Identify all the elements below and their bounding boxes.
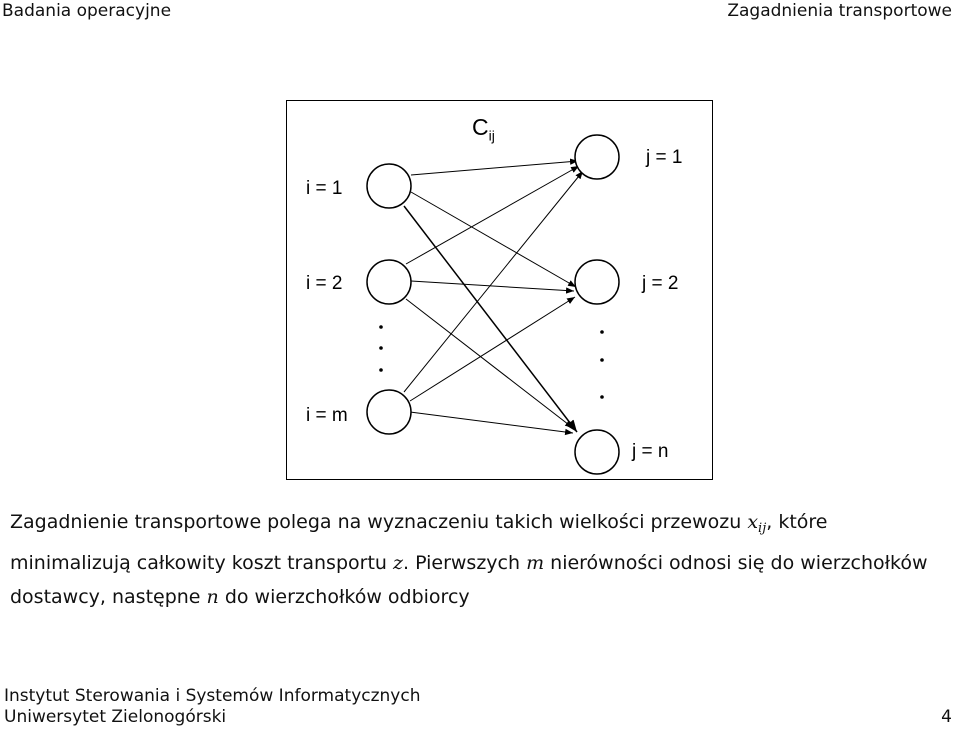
supply-node-1 bbox=[367, 164, 411, 208]
header-section-title: Zagadnienia transportowe bbox=[727, 1, 952, 21]
demand-ellipsis-dot bbox=[600, 395, 604, 399]
supply-label-m: i = m bbox=[306, 405, 348, 426]
demand-ellipsis-dot bbox=[600, 358, 604, 362]
demand-label-n: j = n bbox=[632, 441, 669, 462]
footer-institute: Instytut Sterowania i Systemów Informatycznych bbox=[4, 686, 421, 706]
demand-ellipsis-dot bbox=[600, 330, 604, 334]
edge-1-n bbox=[404, 206, 577, 432]
edge-m-2 bbox=[410, 297, 575, 401]
edge-m-n bbox=[410, 412, 573, 433]
edge-m-1 bbox=[404, 171, 583, 392]
supply-node-2 bbox=[367, 260, 411, 304]
supply-label-1: i = 1 bbox=[306, 178, 343, 199]
demand-node-2 bbox=[575, 260, 619, 304]
math-z: z bbox=[392, 552, 403, 574]
edge-2-1 bbox=[406, 166, 579, 264]
supply-ellipsis-dot bbox=[379, 325, 383, 329]
footer-university: Uniwersytet Zielonogórski bbox=[4, 707, 227, 727]
math-m: m bbox=[526, 552, 545, 574]
header-course-title: Badania operacyjne bbox=[2, 1, 172, 21]
body-paragraph: Zagadnienie transportowe polega na wyznaczeniu takich wielkości przewozu $x_{ij}$, które minimalizują całkowity koszt transportu z. Pierwszych m nierówności odnosi się do wierzchołków dostawcy, następne n do wierzchołków odbiorcy bbox=[10, 511, 928, 608]
supply-label-2: i = 2 bbox=[306, 273, 343, 294]
supply-ellipsis-dot bbox=[379, 346, 383, 350]
demand-label-1: j = 1 bbox=[646, 147, 683, 168]
cost-label: $C_{ij}$ bbox=[472, 114, 495, 144]
demand-label-2: j = 2 bbox=[642, 273, 679, 294]
demand-node-n bbox=[575, 430, 619, 474]
math-n: n bbox=[206, 586, 219, 608]
math-x-ij: $x_{ij}$ bbox=[747, 511, 767, 536]
supply-node-m bbox=[367, 390, 411, 434]
page-number: 4 bbox=[941, 707, 952, 727]
supply-ellipsis-dot bbox=[379, 368, 383, 372]
demand-node-1 bbox=[575, 135, 619, 179]
edge-1-1 bbox=[411, 161, 578, 175]
edge-1-2 bbox=[411, 192, 576, 287]
